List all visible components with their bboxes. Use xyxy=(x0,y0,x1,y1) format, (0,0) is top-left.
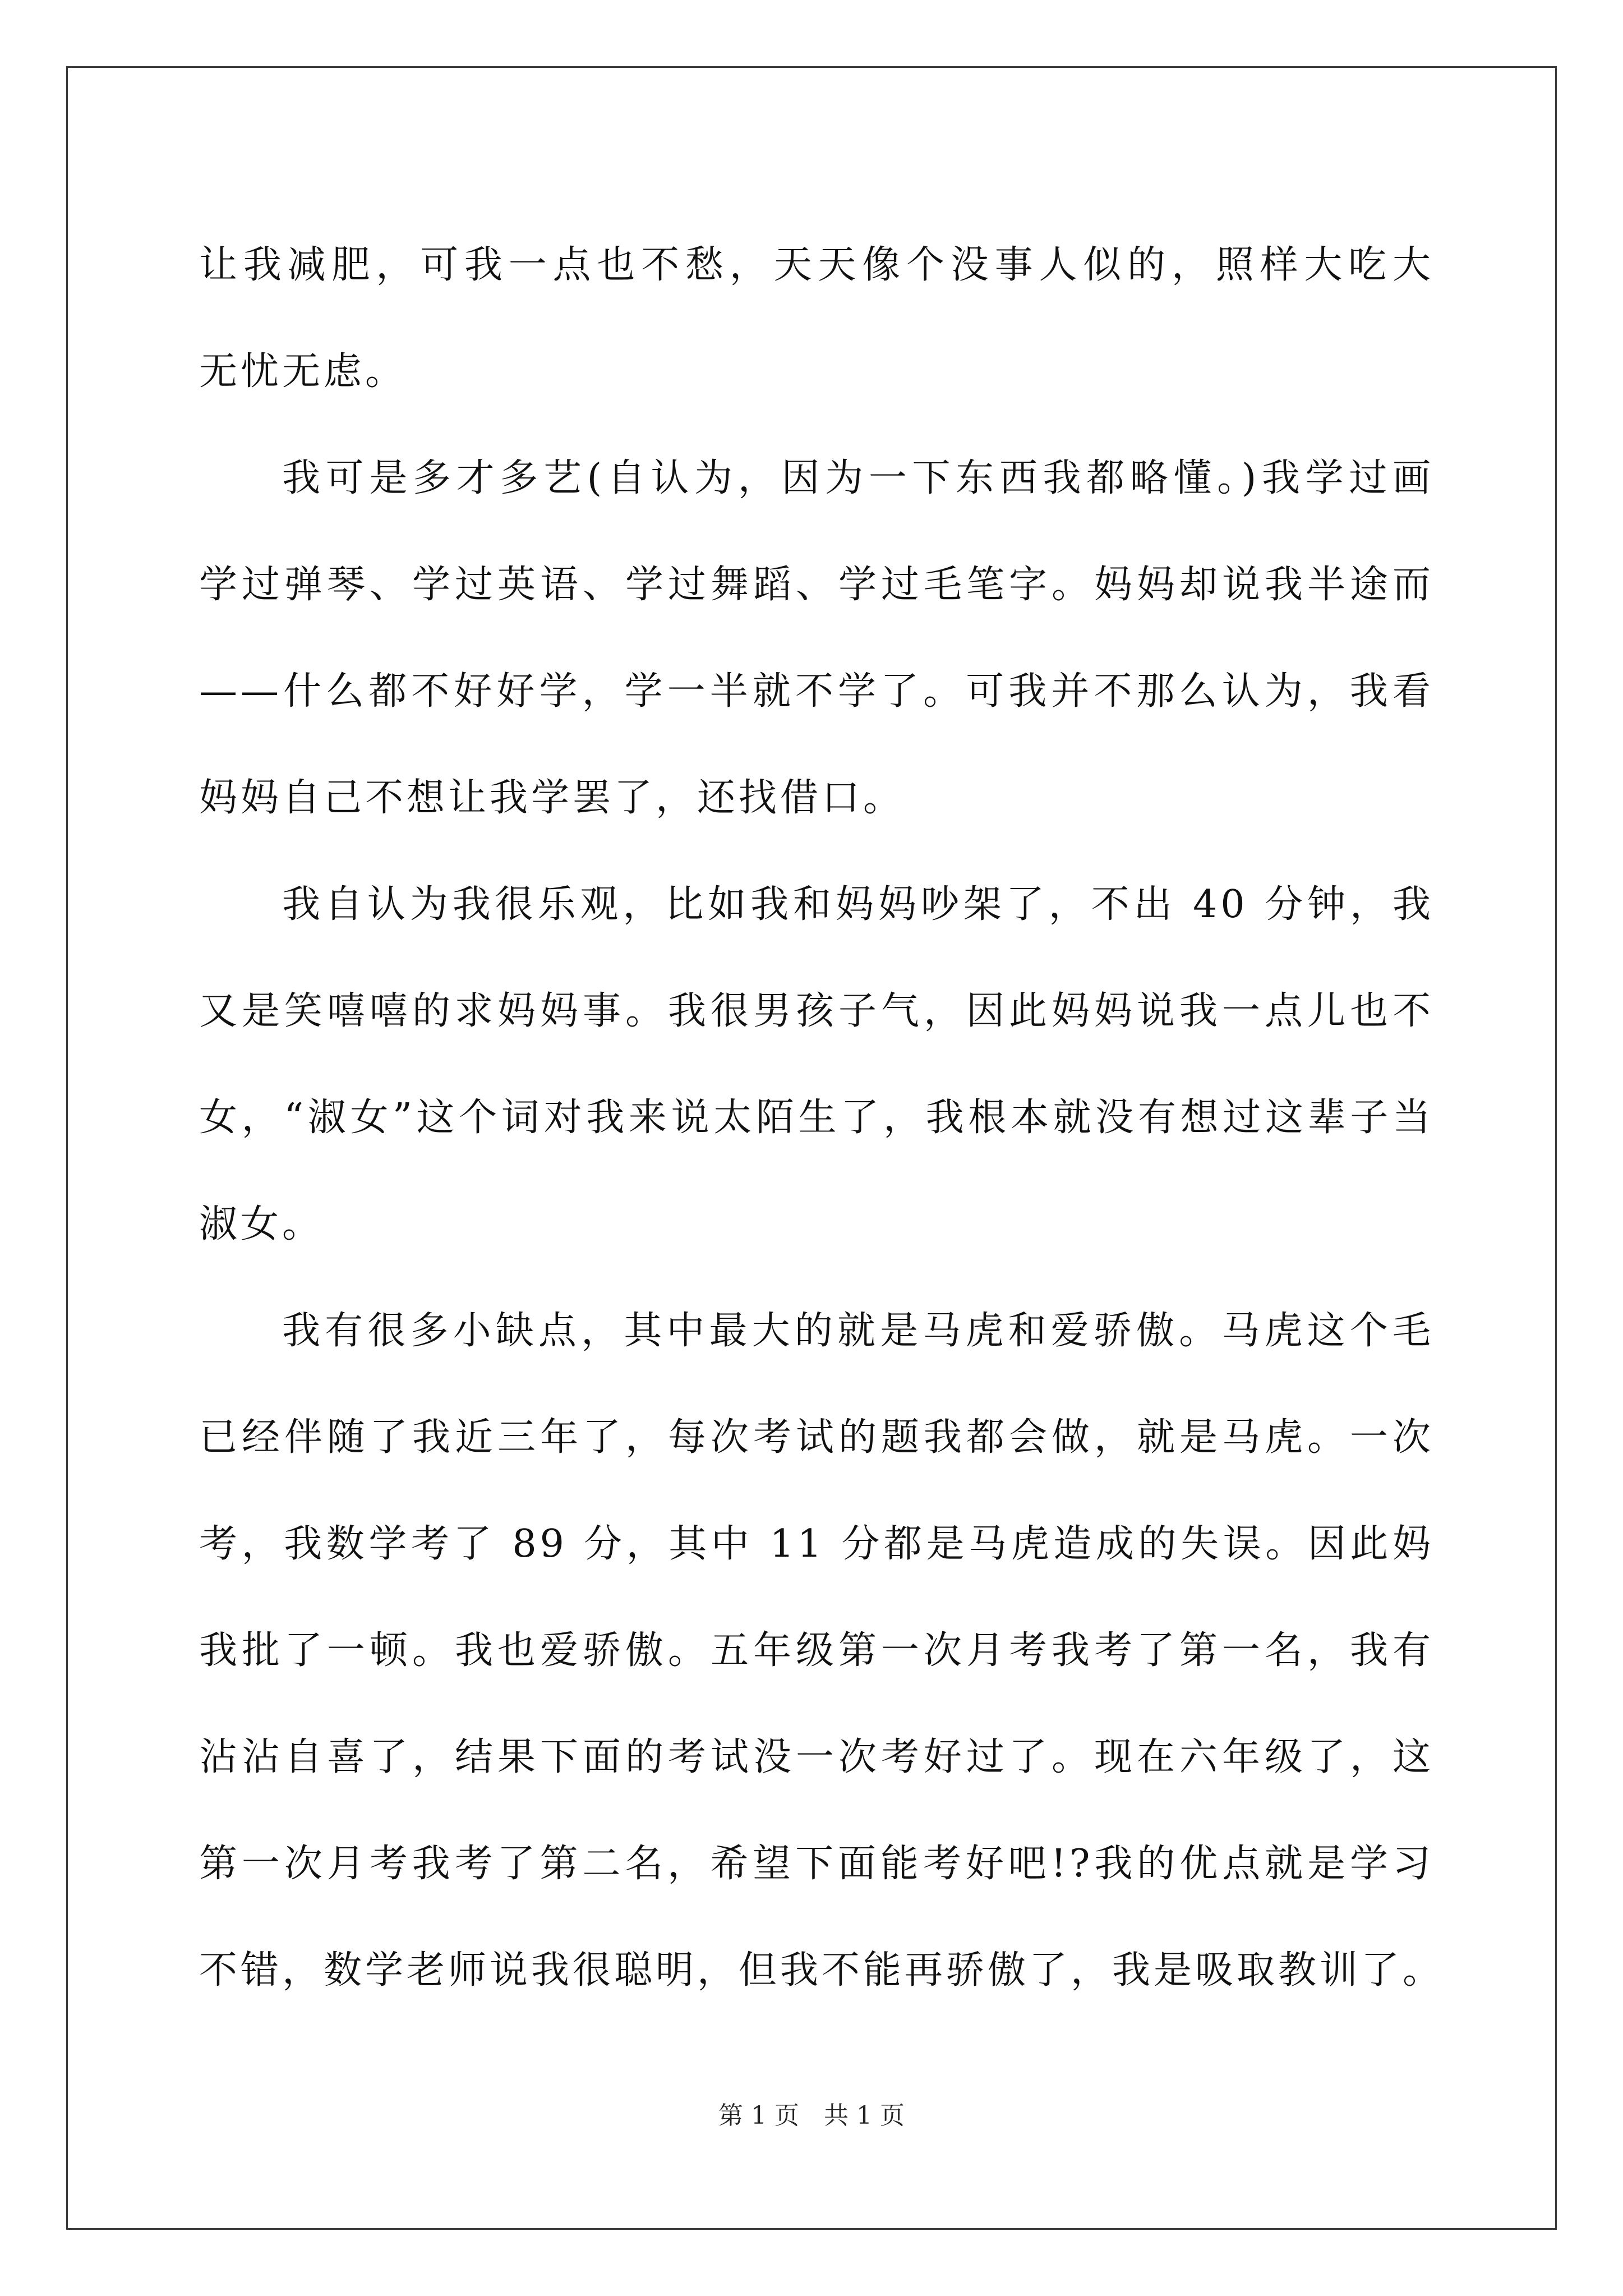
text-line: 已经伴随了我近三年了，每次考试的题我都会做，就是马虎。一次 xyxy=(199,1415,1434,1460)
text-line: 无忧无虑。 xyxy=(199,349,407,394)
text-line: 妈妈自己不想让我学罢了，还找借口。 xyxy=(199,776,905,820)
text-line: 考，我数学考了 89 分，其中 11 分都是马虎造成的失误。因此妈 xyxy=(199,1522,1434,1566)
text-line: 我有很多小缺点，其中最大的就是马虎和爱骄傲。马虎这个毛 xyxy=(282,1309,1434,1353)
text-line: 又是笑嘻嘻的求妈妈事。我很男孩子气，因此妈妈说我一点儿也不 xyxy=(199,989,1434,1033)
text-line: ——什么都不好好学，学一半就不学了。可我并不那么认为，我看 xyxy=(199,669,1434,714)
text-line: 我自认为我很乐观，比如我和妈妈吵架了，不出 40 分钟，我 xyxy=(282,882,1434,927)
text-line: 沾沾自喜了，结果下面的考试没一次考好过了。现在六年级了，这 xyxy=(199,1735,1434,1779)
document-body xyxy=(199,212,1445,2024)
page-number-footer: 第 1 页 共 1 页 xyxy=(718,2101,905,2130)
text-line: 第一次月考我考了第二名，希望下面能考好吧!?我的优点就是学习 xyxy=(199,1842,1434,1886)
text-line: 我可是多才多艺(自认为，因为一下东西我都略懂。)我学过画 xyxy=(282,456,1434,500)
text-line: 学过弹琴、学过英语、学过舞蹈、学过毛笔字。妈妈却说我半途而 xyxy=(199,563,1434,607)
text-line: 我批了一顿。我也爱骄傲。五年级第一次月考我考了第一名，我有 xyxy=(199,1628,1434,1673)
text-line: 淑女。 xyxy=(199,1202,324,1246)
text-line: 让我减肥，可我一点也不愁，天天像个没事人似的，照样大吃大 xyxy=(199,243,1434,287)
text-line: 女，“淑女”这个词对我来说太陌生了，我根本就没有想过这辈子当 xyxy=(199,1096,1434,1140)
text-line: 不错，数学老师说我很聪明，但我不能再骄傲了，我是吸取教训了。 xyxy=(199,1948,1445,1993)
